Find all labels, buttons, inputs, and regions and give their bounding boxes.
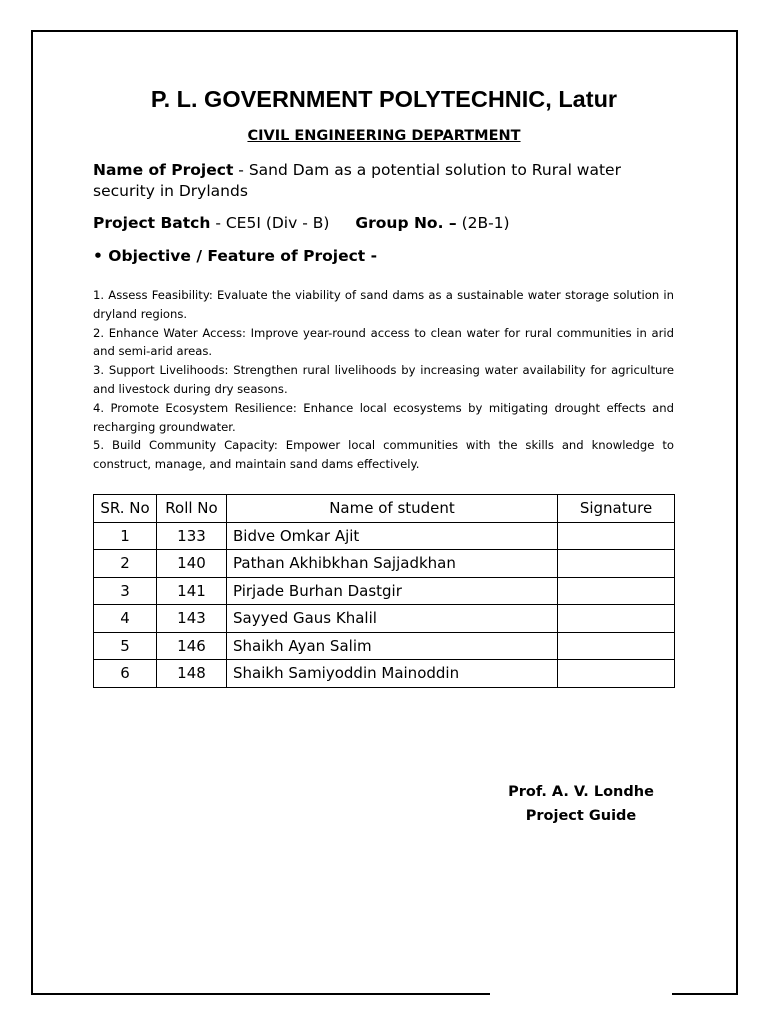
cell-signature [558,550,675,578]
cell-roll-no: 148 [157,660,227,688]
header-signature: Signature [558,495,675,523]
table-header-row [94,495,675,523]
header-sr-no: SR. No [94,495,157,523]
group-no-label: Group No. – [355,214,457,232]
cell-roll-no: 133 [157,522,227,550]
header-roll-no: Roll No [157,495,227,523]
project-guide-block [496,780,666,828]
cell-roll-no: 140 [157,550,227,578]
objective-item: 5. Build Community Capacity: Empower local communities with the skills and knowledge to construct, manage, and maintain sand dams effectively. [93,438,674,472]
project-name-value: - Sand Dam as a potential solution to Rural water security in Drylands [93,161,621,200]
objective-heading: • Objective / Feature of Project - [93,247,378,265]
objective-item: 1. Assess Feasibility: Evaluate the viability of sand dams as a sustainable water storage solution in dryland regions. [93,288,674,321]
project-name-label: Name of Project [93,161,234,179]
cell-signature [558,605,675,633]
project-batch-label: Project Batch [93,214,211,232]
objectives-list [93,286,674,474]
cell-signature [558,632,675,660]
cell-student-name: Pathan Akhibkhan Sajjadkhan [227,550,558,578]
table-row [94,605,675,633]
table-row [94,632,675,660]
table-row [94,550,675,578]
objective-item: 2. Enhance Water Access: Improve year-round access to clean water for rural communities in arid and semi-arid areas. [93,325,674,359]
cell-sr-no: 4 [94,605,157,633]
guide-role: Project Guide [525,808,637,824]
department-heading: CIVIL ENGINEERING DEPARTMENT [247,128,521,144]
cell-sr-no: 5 [94,632,157,660]
group-no-value: (2B-1) [461,214,510,232]
cell-sr-no: 2 [94,550,157,578]
cell-roll-no: 146 [157,632,227,660]
objective-item: 4. Promote Ecosystem Resilience: Enhance local ecosystems by mitigating drought effects and recharging groundwater. [93,400,674,434]
cell-signature [558,577,675,605]
cell-student-name: Shaikh Ayan Salim [227,632,558,660]
table-row [94,522,675,550]
cell-signature [558,522,675,550]
project-batch-value: - CE5I (Div - B) [215,214,330,232]
cell-student-name: Sayyed Gaus Khalil [227,605,558,633]
cell-signature [558,660,675,688]
cell-student-name: Pirjade Burhan Dastgir [227,577,558,605]
cell-sr-no: 6 [94,660,157,688]
student-table [93,494,675,688]
page-border-gap [490,988,672,996]
table-row [94,577,675,605]
institute-title: P. L. GOVERNMENT POLYTECHNIC, Latur [150,86,618,112]
cell-sr-no: 1 [94,522,157,550]
table-row [94,660,675,688]
project-name [93,160,678,202]
cell-roll-no: 143 [157,605,227,633]
cell-roll-no: 141 [157,577,227,605]
guide-name: Prof. A. V. Londhe [508,784,654,800]
header-student-name: Name of student [227,495,558,523]
cell-student-name: Shaikh Samiyoddin Mainoddin [227,660,558,688]
cell-student-name: Bidve Omkar Ajit [227,522,558,550]
cell-sr-no: 3 [94,577,157,605]
project-batch-line [93,213,510,234]
objective-item: 3. Support Livelihoods: Strengthen rural livelihoods by increasing water availability for agriculture and livestock during dry seasons. [93,363,674,396]
